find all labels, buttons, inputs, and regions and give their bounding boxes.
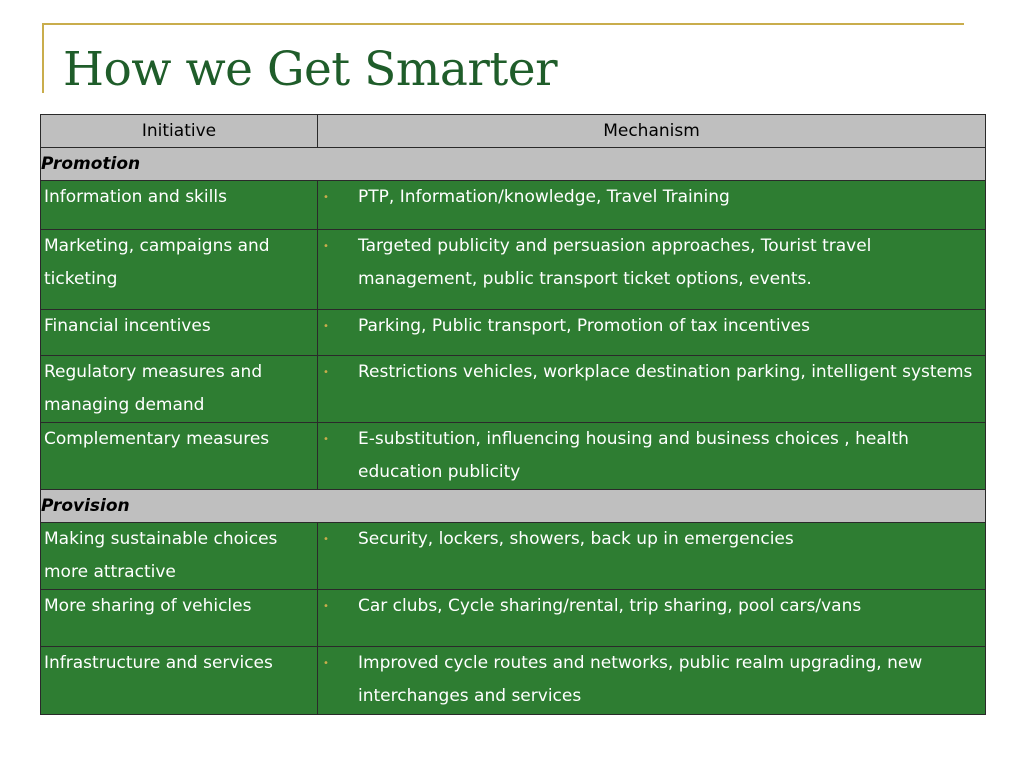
initiative-cell: Marketing, campaigns and ticketing	[41, 230, 318, 310]
table-row	[41, 310, 986, 356]
bullet-icon: •	[323, 192, 329, 203]
mechanism-cell	[318, 647, 986, 715]
initiatives-table	[40, 114, 986, 715]
mechanism-text: PTP, Information/knowledge, Travel Training	[358, 187, 730, 207]
mechanism-text: Security, lockers, showers, back up in emergencies	[358, 529, 794, 549]
mechanism-text: Parking, Public transport, Promotion of tax incentives	[358, 316, 810, 336]
table-row	[41, 356, 986, 423]
mechanism-text: Car clubs, Cycle sharing/rental, trip sharing, pool cars/vans	[358, 596, 862, 616]
mechanism-text: E-substitution, influencing housing and business choices , health education publicity	[358, 429, 909, 482]
table-row	[41, 423, 986, 490]
mechanism-cell	[318, 523, 986, 590]
table-row	[41, 181, 986, 230]
top-accent-rule	[42, 23, 964, 25]
mechanism-text: Targeted publicity and persuasion approaches, Tourist travel management, public transport ticket options, events.	[358, 236, 872, 289]
bullet-icon: •	[323, 534, 329, 545]
bullet-icon: •	[323, 434, 329, 445]
section-row-promotion	[41, 148, 986, 181]
side-accent-rule	[42, 23, 44, 93]
initiative-cell: Financial incentives	[41, 310, 318, 356]
mechanism-text: Restrictions vehicles, workplace destination parking, intelligent systems	[358, 362, 973, 382]
initiative-cell: Making sustainable choices more attractive	[41, 523, 318, 590]
table-row	[41, 647, 986, 715]
bullet-icon: •	[323, 601, 329, 612]
slide-title: How we Get Smarter	[63, 42, 558, 97]
section-label: Promotion	[41, 148, 986, 181]
initiative-cell: Information and skills	[41, 181, 318, 230]
initiative-cell: Infrastructure and services	[41, 647, 318, 715]
table-header-row	[41, 115, 986, 148]
header-initiative: Initiative	[41, 115, 318, 148]
mechanism-cell	[318, 356, 986, 423]
initiative-cell: More sharing of vehicles	[41, 590, 318, 647]
mechanism-cell	[318, 230, 986, 310]
table-row	[41, 590, 986, 647]
header-mechanism: Mechanism	[318, 115, 986, 148]
mechanism-cell	[318, 590, 986, 647]
mechanism-cell	[318, 181, 986, 230]
mechanism-cell	[318, 423, 986, 490]
table-row	[41, 523, 986, 590]
initiative-cell: Complementary measures	[41, 423, 318, 490]
bullet-icon: •	[323, 658, 329, 669]
mechanism-cell	[318, 310, 986, 356]
table-row	[41, 230, 986, 310]
section-label: Provision	[41, 490, 986, 523]
bullet-icon: •	[323, 321, 329, 332]
initiative-cell: Regulatory measures and managing demand	[41, 356, 318, 423]
section-row-provision	[41, 490, 986, 523]
bullet-icon: •	[323, 367, 329, 378]
mechanism-text: Improved cycle routes and networks, public realm upgrading, new interchanges and services	[358, 653, 923, 706]
bullet-icon: •	[323, 241, 329, 252]
